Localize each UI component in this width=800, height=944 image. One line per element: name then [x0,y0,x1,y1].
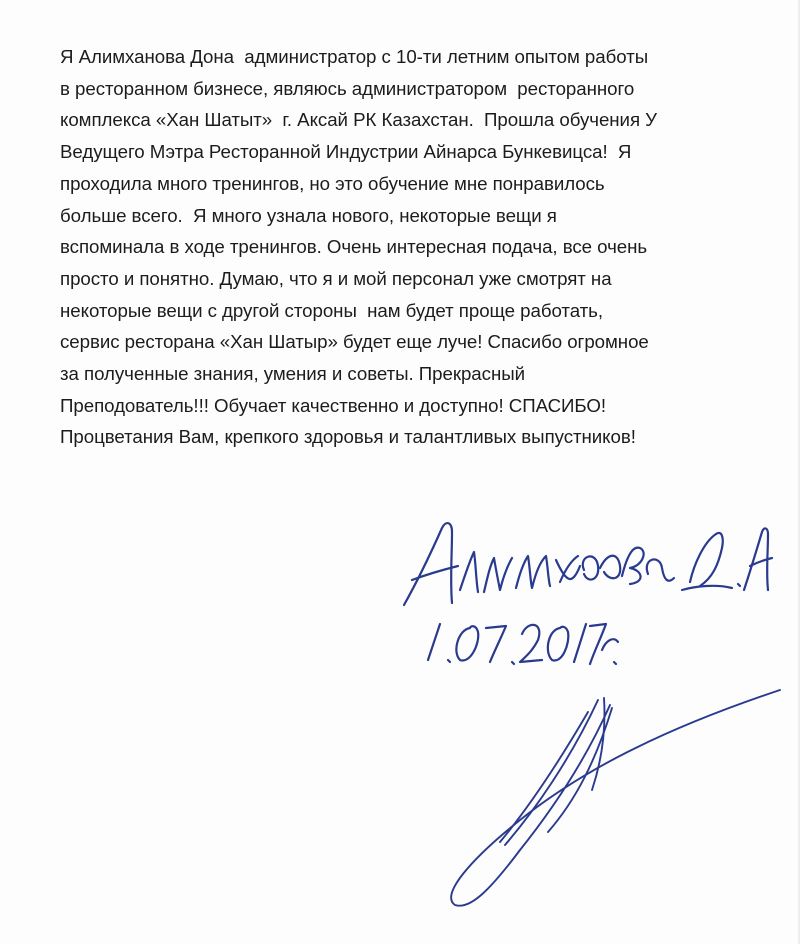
handwritten-date [428,624,618,664]
letter-line: Ведущего Мэтра Ресторанной Индустрии Айнарса Бункевицса! Я [60,141,632,163]
letter-line: больше всего. Я много узнала нового, некоторые вещи я [60,204,557,226]
letter-line: комплекса «Хан Шатыт» г. Аксай РК Казахстан. Прошла обучения У [60,109,657,131]
letter-line: в ресторанном бизнесе, являюсь администратором ресторанного [60,77,635,99]
letter-line: за полученные знания, умения и советы. Прекрасный [60,363,525,385]
letter-line: сервис ресторана «Хан Шатыр» будет еще луче! Спасибо огромное [60,331,649,353]
letter-line: проходила много тренингов, но это обучение мне понравилось [60,172,605,194]
letter-line: Я Алимханова Дона администратор с 10-ти летним опытом работы [60,46,649,67]
letter-line: Преподователь!!! Обучает качественно и доступно! СПАСИБО! [60,394,607,416]
letter-line: Процветания Вам, крепкого здоровья и талантливых выпустников! [60,426,636,448]
letter-line: некоторые вещи с другой стороны нам будет проще работать, [60,299,603,321]
handwritten-name [404,523,772,605]
letter-line: вспоминала в ходе тренингов. Очень интересная подача, все очень [60,236,648,258]
letter-line: просто и понятно. Думаю, что я и мой персонал уже смотрят на [60,267,612,289]
letter-body [60,41,780,453]
signature [451,690,780,906]
